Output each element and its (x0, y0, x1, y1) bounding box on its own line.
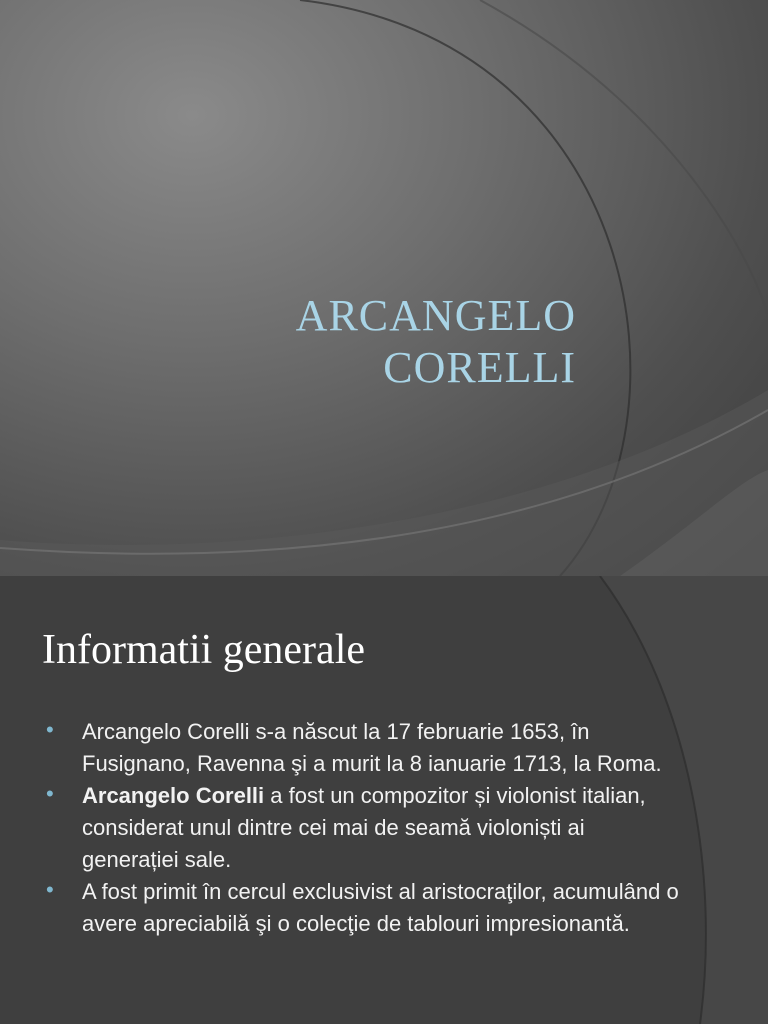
bullet-item (42, 716, 682, 780)
bullet-text: a fost un compozitor și violonist italian, considerat unul dintre cei mai de seamă violoniști ai generației sale. (82, 783, 646, 872)
bullet-item (42, 780, 682, 876)
bullet-icon: • (46, 781, 54, 806)
title-line-1: ARCANGELO (295, 291, 576, 340)
bullet-icon: • (46, 717, 54, 742)
bullet-item (42, 876, 682, 940)
bullet-list (42, 716, 682, 940)
slide-title (296, 290, 576, 394)
bullet-text: Arcangelo Corelli s-a născut la 17 februarie 1653, în Fusignano, Ravenna şi a murit la 8 ianuarie 1713, la Roma. (82, 719, 662, 776)
bullet-icon: • (46, 877, 54, 902)
content-slide (0, 576, 768, 1024)
title-line-2: CORELLI (383, 343, 576, 392)
bullet-bold-text: Arcangelo Corelli (82, 783, 265, 808)
bullet-text: A fost primit în cercul exclusivist al aristocraţilor, acumulând o avere apreciabilă şi o colecţie de tablouri impresionantă. (82, 879, 679, 936)
slide-heading: Informatii generale (42, 627, 365, 673)
